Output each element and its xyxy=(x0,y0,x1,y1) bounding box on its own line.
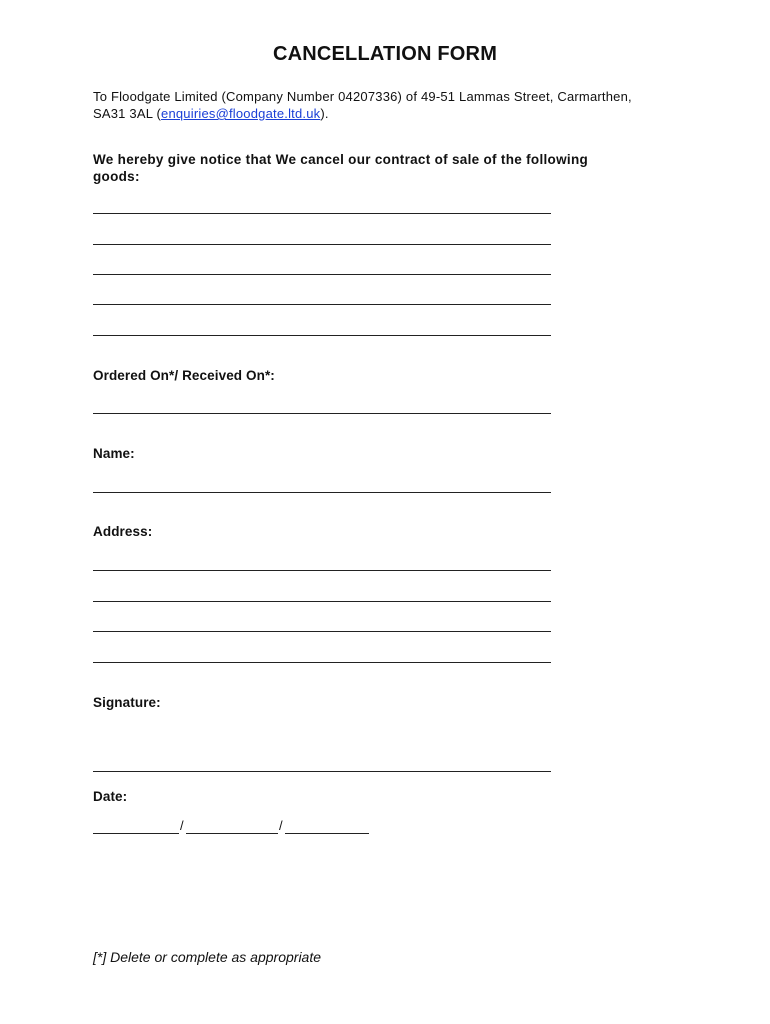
goods-line-4[interactable] xyxy=(93,304,551,305)
address-line-1[interactable] xyxy=(93,570,551,571)
signature-label: Signature: xyxy=(93,695,161,710)
date-separator: / xyxy=(279,818,283,833)
signature-line[interactable] xyxy=(93,771,551,772)
address-line-2[interactable] xyxy=(93,601,551,602)
notice-line-2: goods: xyxy=(93,169,140,184)
date-fields xyxy=(93,819,393,835)
recipient-line-2-prefix: SA31 3AL ( xyxy=(93,106,162,121)
address-label: Address: xyxy=(93,524,153,539)
goods-line-1[interactable] xyxy=(93,213,551,214)
recipient-paragraph xyxy=(93,88,693,122)
recipient-line-2 xyxy=(93,105,693,122)
date-year-line[interactable] xyxy=(285,819,369,834)
goods-line-3[interactable] xyxy=(93,274,551,275)
date-label: Date: xyxy=(93,789,128,804)
recipient-line-2-suffix: ). xyxy=(320,106,329,121)
goods-line-5[interactable] xyxy=(93,335,551,336)
email-link[interactable]: enquiries@floodgate.ltd.uk xyxy=(161,106,321,121)
footnote: [*] Delete or complete as appropriate xyxy=(93,949,322,965)
address-line-3[interactable] xyxy=(93,631,551,632)
address-line-4[interactable] xyxy=(93,662,551,663)
date-month-line[interactable] xyxy=(186,819,278,834)
form-title: CANCELLATION FORM xyxy=(272,43,498,65)
cancellation-notice xyxy=(93,151,683,185)
ordered-received-line[interactable] xyxy=(93,413,551,414)
notice-line-1: We hereby give notice that We cancel our contract of sale of the following xyxy=(93,152,589,167)
name-label: Name: xyxy=(93,446,135,461)
recipient-line-1: To Floodgate Limited (Company Number 04207336) of 49-51 Lammas Street, Carmarthen, xyxy=(93,89,632,104)
ordered-received-label: Ordered On*/ Received On*: xyxy=(93,368,275,383)
date-separator: / xyxy=(180,818,184,833)
name-line[interactable] xyxy=(93,492,551,493)
goods-line-2[interactable] xyxy=(93,244,551,245)
date-day-line[interactable] xyxy=(93,819,179,834)
